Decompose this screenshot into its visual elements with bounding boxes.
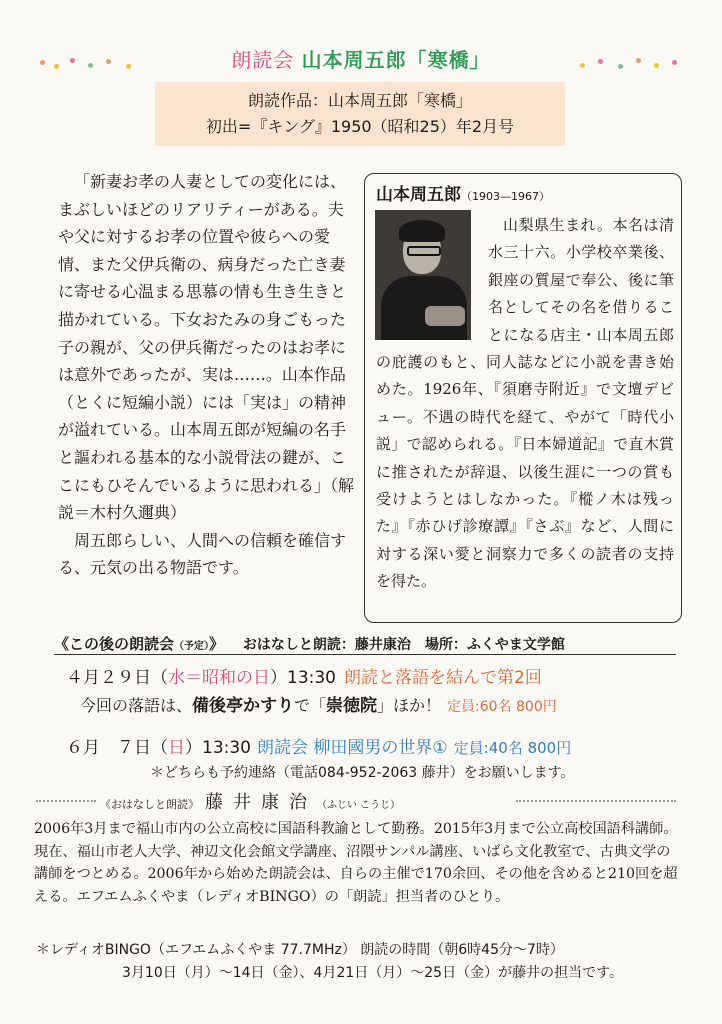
- title-prefix: 朗読会: [231, 48, 295, 72]
- performer-reading: （ふじい こうじ）: [317, 800, 401, 811]
- first-publication-line: 初出=『キング』1950（昭和25）年2月号: [205, 117, 515, 136]
- work-line: 朗読作品：山本周五郎「寒橋」: [247, 91, 472, 110]
- event-1-detail-c: で「: [294, 696, 327, 715]
- event-1-title: 朗読と落語を結んで第2回: [344, 668, 542, 688]
- event-1-rakugo-title: 崇徳院: [326, 696, 378, 716]
- event-1-detail-a: 今回の落語は、: [80, 696, 193, 715]
- radio-line-1: ＊レディオBINGO（エフエムふくやま 77.7MHz） 朗読の時間（朝6時45分〜7時）: [36, 942, 564, 958]
- event-1-capacity: 定員:60名 800円: [447, 699, 557, 715]
- radio-info: [36, 939, 686, 985]
- work-info-banner: [155, 82, 565, 146]
- schedule-performer-venue: おはなしと朗読：藤井康治 場所：ふくやま文学館: [242, 637, 565, 653]
- schedule-heading-note: （予定）: [174, 641, 210, 652]
- event-2-weekday: 日: [168, 738, 185, 758]
- event-2-capacity: 定員:40名 800円: [453, 739, 572, 757]
- event-2-time: ）13:30: [185, 738, 251, 758]
- author-years: （1903—1967）: [461, 190, 550, 203]
- event-1-detail: [80, 691, 557, 716]
- schedule-divider: [54, 654, 676, 655]
- author-bio-text: 山梨県生まれ。本名は清水三十六。小学校卒業後、銀座の質屋で奉公、後に筆名としてその名を借りることになる店主・山本周五郎の庇護のもと、同人誌などに小説を書き始めた。1926年、『須磨寺附近』で文壇デビュー。不遇の時代を経て、やがて「時代小説」で認められる。『日本婦道記』で直木賞に推されたが辞退、以後生涯に一つの賞も受けようとはしなかった。『樅ノ木は残った』『赤ひげ診療譚』『さぶ』など、人間に対する深い愛と洞察力で多くの読者の支持を得た。: [376, 216, 674, 591]
- schedule-heading: [54, 633, 678, 654]
- author-photo: [375, 210, 471, 340]
- event-1-time: ）13:30: [270, 668, 336, 688]
- commentary: [58, 168, 358, 582]
- event-1-detail-e: 」ほか！: [377, 696, 442, 715]
- author-name: 山本周五郎: [376, 185, 461, 205]
- performer-heading: [96, 788, 722, 814]
- author-bio-box: [364, 173, 682, 623]
- event-2-date: ６月 ７日（: [66, 738, 168, 758]
- event-2-title: 朗読会 柳田國男の世界①: [257, 738, 448, 758]
- title-main: 山本周五郎「寒橋」: [301, 48, 491, 72]
- radio-line-2: 3月10日（月）〜14日（金）、4月21日（月）〜25日（金）が藤井の担当です。: [122, 965, 623, 981]
- schedule-heading-title: 《この後の朗読会: [54, 635, 175, 653]
- schedule-heading-end: 》: [209, 635, 225, 653]
- event-1-weekday: 水＝昭和の日: [168, 668, 270, 688]
- page-title: [0, 44, 722, 73]
- event-2: [66, 733, 571, 758]
- event-1-rakugo-performer: 備後亭かすり: [192, 696, 295, 716]
- performer-name: 藤井康治: [205, 792, 317, 813]
- commentary-paragraph-1: 「新妻お孝の人妻としての変化には、まぶしいほどのリアリティーがある。夫や父に対するお孝の位置や彼らへの愛情、また父伊兵衛の、病身だった亡き妻に寄せる心温まる思慕の情も生き生きと描かれている。下女おたみの身ごもった子の親が、父の伊兵衛だったのはお孝には意外であったが、実は……。山本作品（とくに短編小説）には「実は」の精神が溢れている。山本周五郎が短編の名手と謳われる基本的な小説骨法の鍵が、ここにもひそんでいるように思われる」（解説＝木村久邇典）: [58, 172, 355, 523]
- author-name-line: [376, 180, 550, 205]
- event-1: [66, 663, 542, 688]
- performer-bio: 2006年3月まで福山市内の公立高校に国語科教諭として勤務。2015年3月まで公立高校国語科講師。現在、福山市老人大学、神辺文化会館文学講座、沼隈サンパル講座、いばら文化教室で、古典文学の講師をつとめる。2006年から始めた朗読会は、自らの主催で170余回、その他を含めると210回を超える。エフエムふくやま（レディオBINGO）の「朗読」担当者のひとり。: [34, 821, 678, 905]
- performer-label: 《おはなしと朗読》: [100, 798, 199, 811]
- decor-wave-left: [36, 800, 96, 808]
- commentary-paragraph-2: 周五郎らしい、人間への信頼を確信する、元気の出る物語です。: [58, 530, 347, 578]
- event-1-date: ４月２９日（: [66, 668, 168, 688]
- reservation-note: ＊どちらも予約連絡（電話084-952-2063 藤井）をお願いします。: [150, 765, 575, 781]
